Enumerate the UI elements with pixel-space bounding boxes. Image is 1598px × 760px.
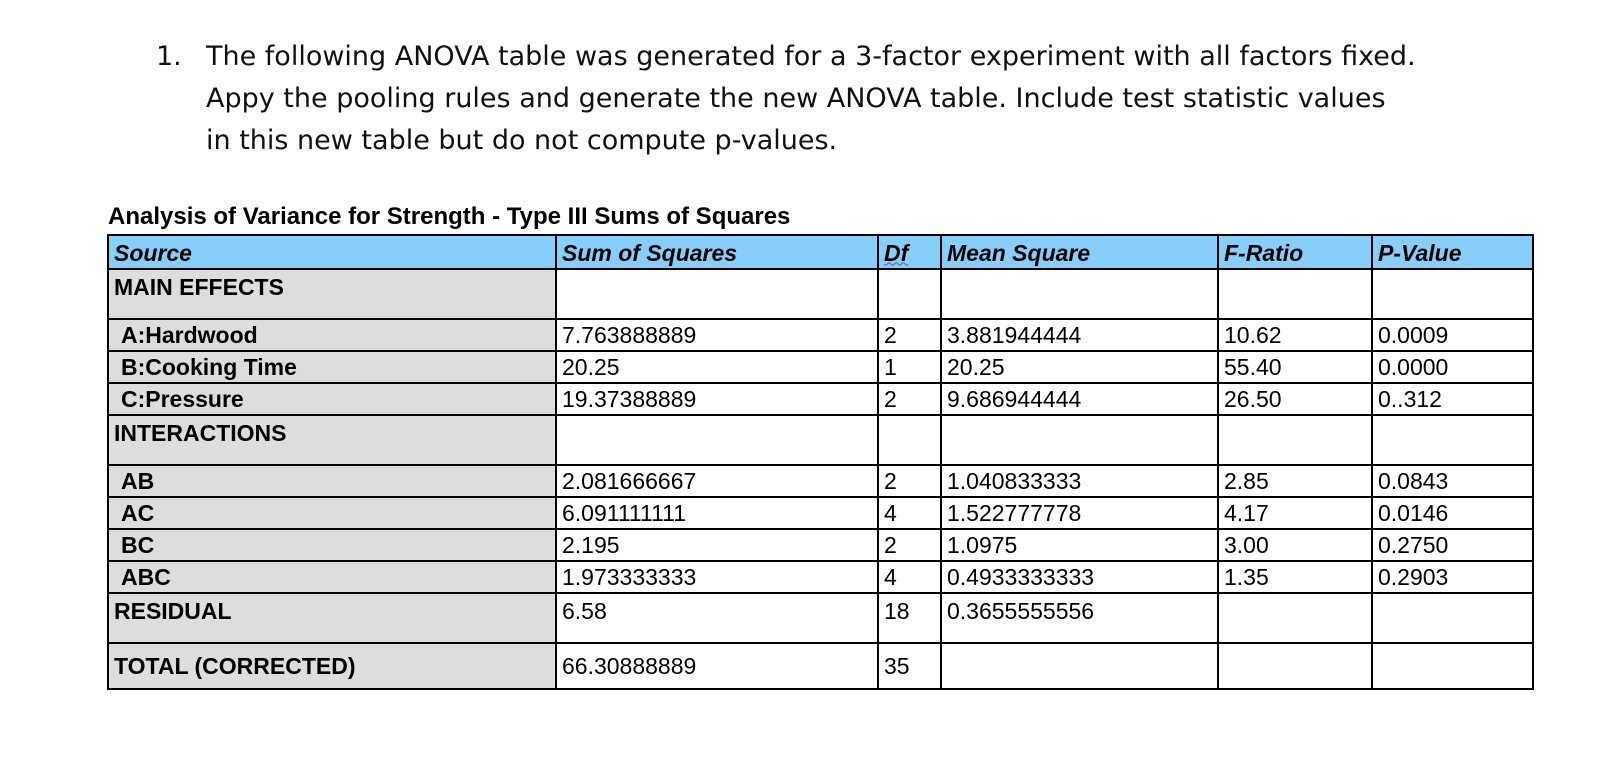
p-cell: 0.0000 (1372, 351, 1533, 383)
table-row (108, 415, 1533, 465)
source-cell: AC (108, 497, 556, 529)
source-cell: B:Cooking Time (108, 351, 556, 383)
f-cell: 2.85 (1218, 465, 1372, 497)
f-cell: 1.35 (1218, 561, 1372, 593)
f-cell: 10.62 (1218, 319, 1372, 351)
df-header-label: Df (884, 239, 909, 266)
col-header-df (878, 235, 941, 269)
question-number: 1. (156, 41, 182, 72)
ss-cell: 2.195 (556, 529, 878, 561)
question (156, 36, 1416, 162)
ms-cell (941, 415, 1218, 465)
ss-cell (556, 269, 878, 319)
df-cell: 18 (878, 593, 941, 643)
source-cell: INTERACTIONS (108, 415, 556, 465)
ms-cell: 3.881944444 (941, 319, 1218, 351)
source-cell: C:Pressure (108, 383, 556, 415)
ms-cell: 0.3655555556 (941, 593, 1218, 643)
header-row (108, 235, 1533, 269)
f-cell (1218, 593, 1372, 643)
p-cell: 0.0843 (1372, 465, 1533, 497)
p-cell (1372, 593, 1533, 643)
source-cell: AB (108, 465, 556, 497)
p-cell: 0.2750 (1372, 529, 1533, 561)
ss-cell: 7.763888889 (556, 319, 878, 351)
df-cell: 2 (878, 465, 941, 497)
p-cell: 0.2903 (1372, 561, 1533, 593)
table-row (108, 383, 1533, 415)
f-cell (1218, 415, 1372, 465)
question-text: The following ANOVA table was generated for a 3-factor experiment with all factors fixed. Appy the pooling rules and generate the new ANOVA table. Include test statistic values in this new table but do not compute p-values. (206, 41, 1416, 156)
f-cell (1218, 643, 1372, 689)
df-cell: 4 (878, 561, 941, 593)
table-row (108, 561, 1533, 593)
df-cell (878, 415, 941, 465)
df-cell (878, 269, 941, 319)
table-row (108, 465, 1533, 497)
ss-cell: 6.091111111 (556, 497, 878, 529)
p-cell (1372, 643, 1533, 689)
ss-cell: 1.973333333 (556, 561, 878, 593)
ms-cell: 1.522777778 (941, 497, 1218, 529)
p-cell (1372, 269, 1533, 319)
df-cell: 2 (878, 319, 941, 351)
p-cell: 0.0009 (1372, 319, 1533, 351)
f-cell (1218, 269, 1372, 319)
ms-cell (941, 643, 1218, 689)
col-header-mean-square: Mean Square (941, 235, 1218, 269)
p-cell: 0.0146 (1372, 497, 1533, 529)
df-cell: 35 (878, 643, 941, 689)
ms-cell (941, 269, 1218, 319)
col-header-source: Source (108, 235, 556, 269)
ms-cell: 20.25 (941, 351, 1218, 383)
source-cell: MAIN EFFECTS (108, 269, 556, 319)
source-cell: TOTAL (CORRECTED) (108, 643, 556, 689)
table-row (108, 269, 1533, 319)
col-header-sum-of-squares: Sum of Squares (556, 235, 878, 269)
df-cell: 1 (878, 351, 941, 383)
f-cell: 55.40 (1218, 351, 1372, 383)
table-row (108, 643, 1533, 689)
table-row (108, 529, 1533, 561)
df-cell: 2 (878, 383, 941, 415)
ms-cell: 1.0975 (941, 529, 1218, 561)
ss-cell: 6.58 (556, 593, 878, 643)
col-header-f-ratio: F-Ratio (1218, 235, 1372, 269)
df-cell: 4 (878, 497, 941, 529)
p-cell (1372, 415, 1533, 465)
df-cell: 2 (878, 529, 941, 561)
source-cell: BC (108, 529, 556, 561)
source-cell: RESIDUAL (108, 593, 556, 643)
ms-cell: 9.686944444 (941, 383, 1218, 415)
ss-cell (556, 415, 878, 465)
table-row (108, 351, 1533, 383)
ms-cell: 0.4933333333 (941, 561, 1218, 593)
f-cell: 26.50 (1218, 383, 1372, 415)
ms-cell: 1.040833333 (941, 465, 1218, 497)
ss-cell: 20.25 (556, 351, 878, 383)
p-cell: 0..312 (1372, 383, 1533, 415)
table-row (108, 593, 1533, 643)
table-row (108, 319, 1533, 351)
ss-cell: 2.081666667 (556, 465, 878, 497)
source-cell: ABC (108, 561, 556, 593)
table-row (108, 497, 1533, 529)
ss-cell: 19.37388889 (556, 383, 878, 415)
table-title: Analysis of Variance for Strength - Type III Sums of Squares (108, 203, 791, 230)
f-cell: 4.17 (1218, 497, 1372, 529)
anova-table (107, 234, 1534, 690)
source-cell: A:Hardwood (108, 319, 556, 351)
col-header-p-value: P-Value (1372, 235, 1533, 269)
ss-cell: 66.30888889 (556, 643, 878, 689)
f-cell: 3.00 (1218, 529, 1372, 561)
